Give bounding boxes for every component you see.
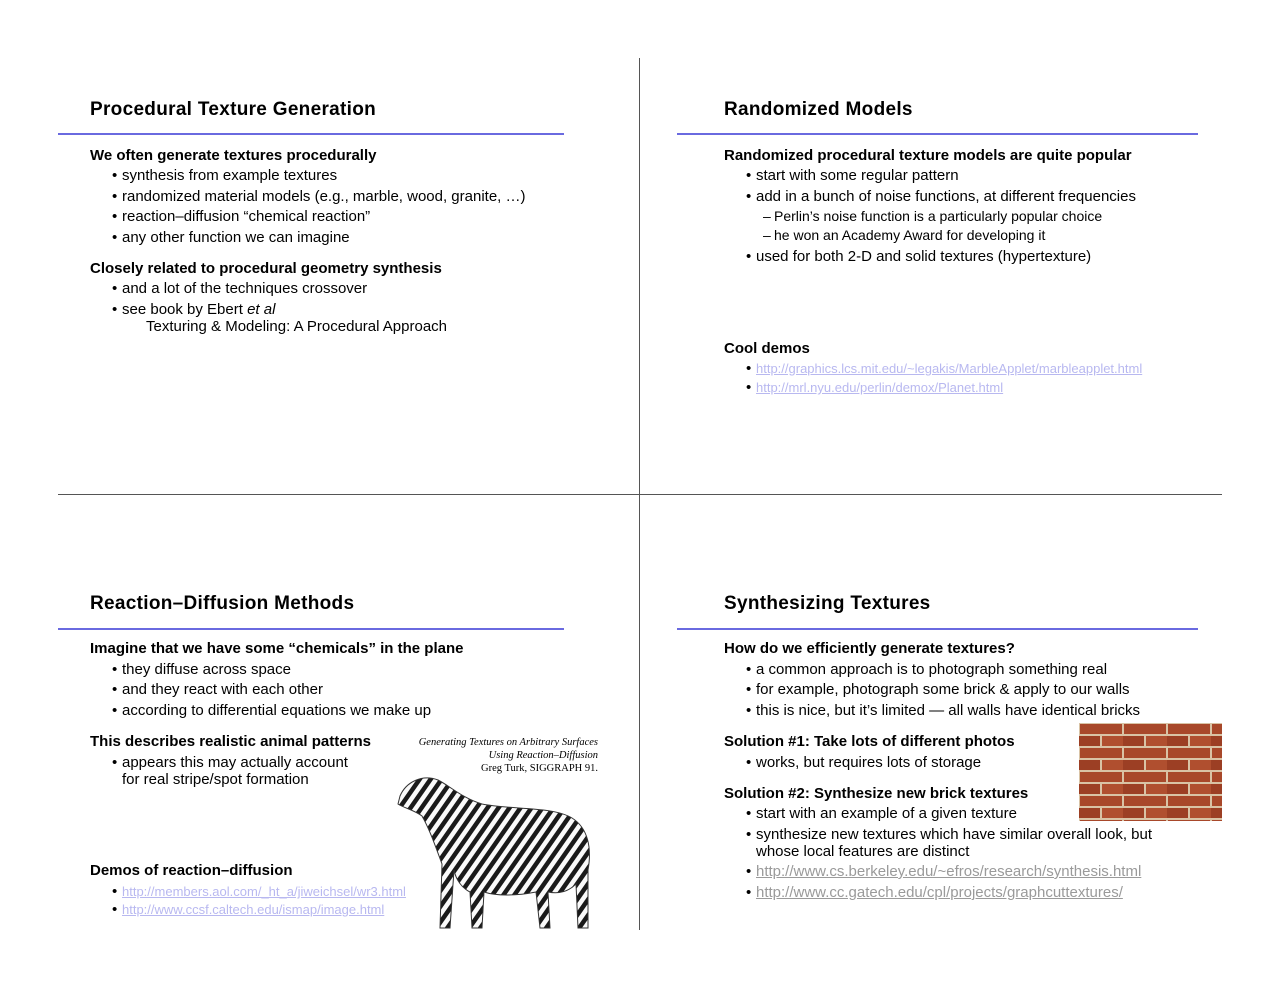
heading: This describes realistic animal patterns (90, 733, 371, 750)
title-rule (58, 628, 564, 630)
bullet: • used for both 2-D and solid textures (hypertexture) (756, 248, 1091, 265)
heading: Cool demos (724, 340, 810, 357)
bullet: • start with some regular pattern (756, 167, 959, 184)
demo-link-item (756, 360, 1142, 377)
demo-link[interactable]: http://graphics.lcs.mit.edu/~legakis/MarbleApplet/marbleapplet.html (756, 361, 1143, 376)
demo-link-item (122, 901, 384, 918)
heading: Closely related to procedural geometry synthesis (90, 260, 442, 277)
slide-title: Reaction–Diffusion Methods (90, 593, 355, 614)
bullet-continuation: whose local features are distinct (756, 843, 970, 860)
book-title: Texturing & Modeling: A Procedural Approach (146, 318, 448, 335)
bullet: • a common approach is to photograph something real (756, 661, 1107, 678)
zebra-image (392, 752, 600, 932)
bullet (122, 301, 275, 318)
demo-link[interactable]: http://members.aol.com/_ht_a/jiweichsel/wr3.html (122, 884, 406, 899)
bullet: • this is nice, but it’s limited — all walls have identical bricks (756, 702, 1140, 719)
bullet: • synthesis from example textures (122, 167, 337, 184)
bullet-continuation: for real stripe/spot formation (122, 771, 309, 788)
heading: Demos of reaction–diffusion (90, 862, 293, 879)
demo-link[interactable]: http://www.cs.berkeley.edu/~efros/research/synthesis.html (756, 863, 1142, 880)
slide-title: Synthesizing Textures (724, 593, 931, 614)
book-prefix: see book by Ebert (122, 301, 248, 318)
bullet: • and they react with each other (122, 681, 323, 698)
title-rule (58, 133, 564, 135)
book-italic: et al (247, 301, 276, 318)
demo-link-item (756, 884, 1123, 901)
brick-wall-image (1079, 723, 1222, 821)
heading: Solution #1: Take lots of different photos (724, 733, 1015, 750)
bullet: • add in a bunch of noise functions, at different frequencies (756, 188, 1136, 205)
bullet: • appears this may actually account (122, 754, 348, 771)
bullet: • they diffuse across space (122, 661, 291, 678)
bullet: • start with an example of a given texture (756, 805, 1017, 822)
heading: How do we efficiently generate textures? (724, 640, 1015, 657)
title-rule (677, 628, 1198, 630)
heading: We often generate textures procedurally (90, 147, 377, 164)
heading: Solution #2: Synthesize new brick textures (724, 785, 1029, 802)
bullet: • and a lot of the techniques crossover (122, 280, 367, 297)
slide-title: Randomized Models (724, 99, 913, 120)
bullet: • according to differential equations we make up (122, 702, 431, 719)
demo-link-item (756, 863, 1141, 880)
bullet: • reaction–diffusion “chemical reaction” (122, 208, 370, 225)
slide-title: Procedural Texture Generation (90, 99, 377, 120)
demo-link-item (122, 883, 406, 900)
title-rule (677, 133, 1198, 135)
heading: Randomized procedural texture models are quite popular (724, 147, 1132, 164)
demo-link[interactable]: http://www.ccsf.caltech.edu/ismap/image.html (122, 902, 385, 917)
bullet: • any other function we can imagine (122, 229, 350, 246)
demo-link-item (756, 379, 1003, 396)
bullet: • works, but requires lots of storage (756, 754, 981, 771)
demo-link[interactable]: http://www.cc.gatech.edu/cpl/projects/graphcuttextures/ (756, 884, 1123, 901)
figure-caption: Generating Textures on Arbitrary Surfaces Using Reaction–Diffusion Greg Turk, SIGGRAPH 91. (418, 737, 598, 774)
horizontal-divider (58, 494, 1222, 495)
bullet: • randomized material models (e.g., marble, wood, granite, …) (122, 188, 526, 205)
bullet: • synthesize new textures which have similar overall look, but (756, 826, 1152, 843)
demo-link[interactable]: http://mrl.nyu.edu/perlin/demox/Planet.html (756, 380, 1004, 395)
sub-bullet: – Perlin’s noise function is a particularly popular choice (774, 208, 1102, 224)
bullet: • for example, photograph some brick & apply to our walls (756, 681, 1130, 698)
heading: Imagine that we have some “chemicals” in the plane (90, 640, 464, 657)
sub-bullet: – he won an Academy Award for developing it (774, 227, 1045, 243)
